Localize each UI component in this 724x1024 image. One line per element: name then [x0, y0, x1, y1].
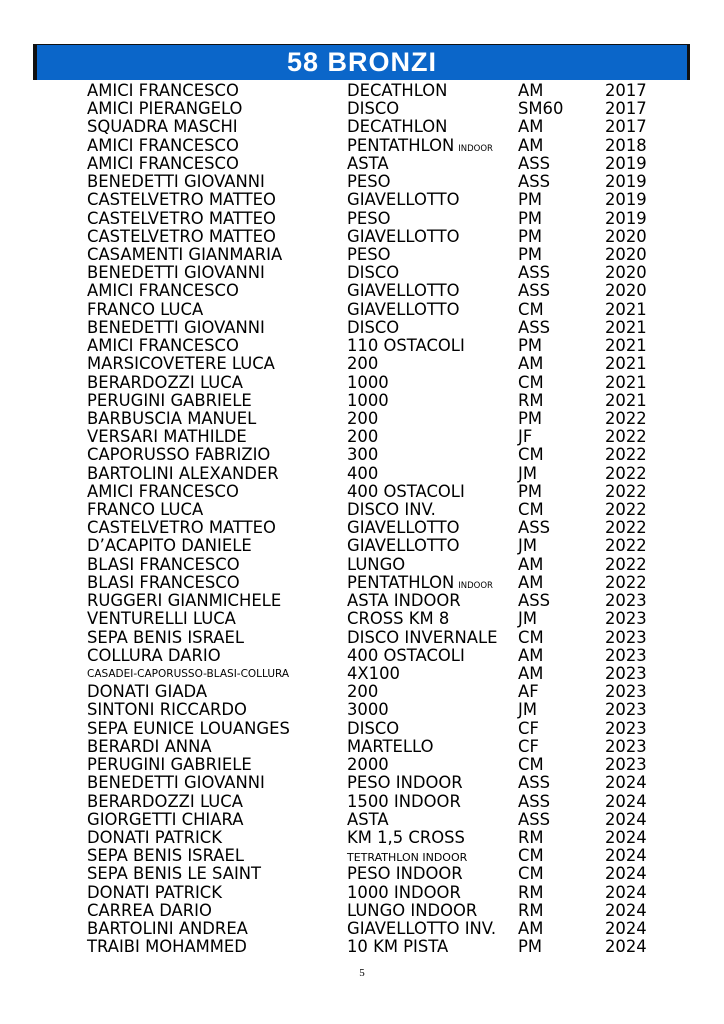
- list-item: [87, 938, 657, 956]
- event-cell: [347, 701, 389, 719]
- list-item: [87, 811, 657, 829]
- event-cell: [347, 446, 378, 464]
- category: JM: [518, 463, 537, 483]
- event-name: GIAVELLOTTO: [347, 190, 460, 210]
- athlete-name: AMICI FRANCESCO: [87, 81, 239, 100]
- category: PM: [518, 226, 543, 246]
- event-cell: [347, 483, 465, 501]
- year: 2023: [605, 700, 647, 720]
- list-item: [87, 337, 657, 355]
- list-item: [87, 355, 657, 373]
- athlete-name: FRANCO LUCA: [87, 299, 204, 319]
- list-item: [87, 246, 657, 264]
- event-cell: [347, 264, 399, 282]
- year: 2017: [605, 81, 647, 100]
- event-name: GIAVELLOTTO: [347, 226, 460, 246]
- year: 2023: [605, 591, 647, 611]
- athlete-name: DONATI PATRICK: [87, 827, 222, 847]
- event-name: DISCO: [347, 718, 400, 738]
- event-cell: [347, 155, 389, 173]
- event-cell: [347, 683, 378, 701]
- athlete-name: VENTURELLI LUCA: [87, 609, 236, 629]
- list-item: [87, 282, 657, 300]
- event-note: INDOOR: [458, 580, 493, 591]
- event-cell: [347, 665, 400, 683]
- category: AM: [518, 117, 544, 137]
- athlete-name: AMICI FRANCESCO: [87, 281, 239, 301]
- event-name: GIAVELLOTTO: [347, 299, 460, 319]
- category: ASS: [518, 591, 551, 611]
- year: 2020: [605, 244, 647, 264]
- category: AM: [518, 645, 544, 665]
- event-name: 4X100: [347, 664, 400, 683]
- list-item: [87, 683, 657, 701]
- category: CM: [518, 299, 544, 319]
- category: ASS: [518, 773, 551, 793]
- event-cell: [347, 100, 399, 118]
- event-name: MARTELLO: [347, 736, 434, 756]
- category: PM: [518, 408, 543, 428]
- athlete-name: CARREA DARIO: [87, 900, 212, 920]
- category: PM: [518, 937, 543, 957]
- year: 2020: [605, 281, 647, 301]
- event-name: PENTATHLON: [347, 135, 455, 155]
- event-name: 1000 INDOOR: [347, 882, 461, 902]
- athlete-name: BERARDOZZI LUCA: [87, 791, 243, 811]
- results-list: [87, 82, 657, 957]
- list-item: [87, 847, 657, 865]
- list-item: [87, 920, 657, 938]
- year: 2021: [605, 317, 647, 337]
- category: CM: [518, 372, 544, 392]
- athlete-name: DONATI GIADA: [87, 682, 208, 702]
- event-name: 110 OSTACOLI: [347, 336, 465, 356]
- list-item: [87, 902, 657, 920]
- year: 2022: [605, 500, 647, 520]
- list-item: [87, 228, 657, 246]
- event-name: GIAVELLOTTO: [347, 536, 460, 556]
- event-cell: [347, 246, 391, 264]
- athlete-name: AMICI FRANCESCO: [87, 336, 239, 356]
- year: 2022: [605, 445, 647, 465]
- athlete-name: SQUADRA MASCHI: [87, 117, 238, 137]
- event-cell: [347, 82, 447, 100]
- athlete-name: CASTELVETRO MATTEO: [87, 208, 276, 228]
- category: AF: [518, 682, 539, 702]
- athlete-name: BENEDETTI GIOVANNI: [87, 773, 265, 793]
- year: 2021: [605, 372, 647, 392]
- category: PM: [518, 336, 543, 356]
- list-item: [87, 118, 657, 136]
- category: CM: [518, 500, 544, 520]
- event-name: DISCO: [347, 317, 400, 337]
- list-item: [87, 446, 657, 464]
- athlete-name: BENEDETTI GIOVANNI: [87, 263, 265, 283]
- list-item: [87, 392, 657, 410]
- athlete-name: VERSARI MATHILDE: [87, 427, 247, 447]
- list-item: [87, 756, 657, 774]
- athlete-name: CASAMENTI GIANMARIA: [87, 244, 283, 264]
- event-name: 300: [347, 445, 379, 465]
- year: 2019: [605, 208, 647, 228]
- athlete-name: MARSICOVETERE LUCA: [87, 354, 275, 374]
- year: 2023: [605, 627, 647, 647]
- year: 2024: [605, 809, 647, 829]
- event-cell: [347, 501, 436, 519]
- event-cell: [347, 173, 391, 191]
- event-name: GIAVELLOTTO: [347, 281, 460, 301]
- event-name: GIAVELLOTTO INV.: [347, 919, 497, 939]
- event-cell: [347, 301, 460, 319]
- category: JM: [518, 609, 537, 629]
- athlete-name: BENEDETTI GIOVANNI: [87, 172, 265, 192]
- category: CM: [518, 755, 544, 775]
- athlete-name: BENEDETTI GIOVANNI: [87, 317, 265, 337]
- category: RM: [518, 882, 544, 902]
- year: 2022: [605, 463, 647, 483]
- category: CF: [518, 718, 539, 738]
- athlete-name: CAPORUSSO FABRIZIO: [87, 445, 271, 465]
- event-name: KM 1,5 CROSS: [347, 827, 465, 847]
- category: ASS: [518, 172, 551, 192]
- category: ASS: [518, 791, 551, 811]
- athlete-name: CASTELVETRO MATTEO: [87, 518, 276, 538]
- event-cell: [347, 647, 465, 665]
- event-cell: [347, 610, 449, 628]
- category: AM: [518, 554, 544, 574]
- athlete-name: AMICI FRANCESCO: [87, 481, 239, 501]
- athlete-name: BARTOLINI ANDREA: [87, 919, 248, 939]
- event-name: PESO: [347, 244, 391, 264]
- event-name: 10 KM PISTA: [347, 937, 449, 957]
- category: JF: [518, 427, 533, 447]
- event-name: DISCO INVERNALE: [347, 627, 498, 647]
- category: AM: [518, 572, 544, 592]
- event-name: LUNGO INDOOR: [347, 900, 478, 920]
- event-cell: [347, 392, 389, 410]
- list-item: [87, 884, 657, 902]
- event-name: 1500 INDOOR: [347, 791, 461, 811]
- event-name: GIAVELLOTTO: [347, 518, 460, 538]
- year: 2022: [605, 536, 647, 556]
- list-item: [87, 428, 657, 446]
- year: 2021: [605, 336, 647, 356]
- category: CM: [518, 864, 544, 884]
- event-name: DISCO INV.: [347, 500, 436, 520]
- event-cell: [347, 793, 461, 811]
- event-name: 200: [347, 354, 379, 374]
- athlete-name: CASTELVETRO MATTEO: [87, 190, 276, 210]
- athlete-name: BARTOLINI ALEXANDER: [87, 463, 279, 483]
- year: 2023: [605, 664, 647, 683]
- event-cell: [347, 756, 389, 774]
- athlete-name: SEPA BENIS ISRAEL: [87, 627, 244, 647]
- year: 2021: [605, 354, 647, 374]
- year: 2021: [605, 390, 647, 410]
- category: AM: [518, 354, 544, 374]
- list-item: [87, 829, 657, 847]
- event-name: 200: [347, 408, 379, 428]
- event-cell: [347, 428, 378, 446]
- event-cell: [347, 938, 448, 956]
- list-item: [87, 483, 657, 501]
- year: 2024: [605, 919, 647, 939]
- list-item: [87, 592, 657, 610]
- athlete-name: BERARDI ANNA: [87, 736, 212, 756]
- year: 2024: [605, 937, 647, 957]
- category: JM: [518, 700, 537, 720]
- year: 2024: [605, 791, 647, 811]
- category: CM: [518, 627, 544, 647]
- year: 2020: [605, 226, 647, 246]
- category: PM: [518, 481, 543, 501]
- category: ASS: [518, 281, 551, 301]
- section-title: 58 BRONZI: [286, 47, 438, 77]
- year: 2020: [605, 263, 647, 283]
- event-cell: [347, 592, 461, 610]
- athlete-name: GIORGETTI CHIARA: [87, 809, 244, 829]
- list-item: [87, 465, 657, 483]
- year: 2023: [605, 609, 647, 629]
- page-number: 5: [359, 967, 365, 979]
- list-item: [87, 720, 657, 738]
- event-cell: [347, 210, 391, 228]
- event-name: LUNGO: [347, 554, 406, 574]
- list-item: [87, 519, 657, 537]
- athlete-name: CASTELVETRO MATTEO: [87, 226, 276, 246]
- event-name: DISCO: [347, 263, 400, 283]
- event-cell: [347, 537, 460, 555]
- athlete-name: RUGGERI GIANMICHELE: [87, 591, 282, 611]
- event-name: TETRATHLON INDOOR: [347, 851, 468, 865]
- event-cell: [347, 811, 389, 829]
- event-name: 1000: [347, 372, 389, 392]
- event-cell: [347, 118, 447, 136]
- athlete-name: FRANCO LUCA: [87, 500, 204, 520]
- list-item: [87, 501, 657, 519]
- event-cell: [347, 282, 460, 300]
- category: AM: [518, 81, 544, 100]
- event-cell: [347, 556, 405, 574]
- list-item: [87, 701, 657, 719]
- list-item: [87, 647, 657, 665]
- list-item: [87, 82, 657, 100]
- category: ASS: [518, 263, 551, 283]
- event-name: ASTA: [347, 809, 389, 829]
- list-item: [87, 264, 657, 282]
- category: CF: [518, 736, 539, 756]
- list-item: [87, 537, 657, 555]
- year: 2022: [605, 518, 647, 538]
- event-cell: [347, 337, 465, 355]
- year: 2022: [605, 572, 647, 592]
- year: 2024: [605, 773, 647, 793]
- event-cell: [347, 629, 497, 647]
- category: JM: [518, 536, 537, 556]
- athlete-name: COLLURA DARIO: [87, 645, 221, 665]
- event-cell: [347, 920, 496, 938]
- year: 2019: [605, 153, 647, 173]
- category: ASS: [518, 317, 551, 337]
- year: 2019: [605, 172, 647, 192]
- event-cell: [347, 519, 460, 537]
- event-cell: [347, 720, 399, 738]
- list-item: [87, 793, 657, 811]
- event-name: 400 OSTACOLI: [347, 481, 465, 501]
- athlete-name: TRAIBI MOHAMMED: [87, 937, 247, 957]
- category: RM: [518, 900, 544, 920]
- event-cell: [347, 465, 378, 483]
- event-name: DECATHLON: [347, 117, 448, 137]
- year: 2022: [605, 427, 647, 447]
- year: 2018: [605, 135, 647, 155]
- list-item: [87, 191, 657, 209]
- athlete-name: PERUGINI GABRIELE: [87, 755, 252, 775]
- event-name: PESO INDOOR: [347, 773, 463, 793]
- athlete-name: AMICI PIERANGELO: [87, 99, 243, 119]
- list-item: [87, 410, 657, 428]
- event-note: INDOOR: [458, 143, 493, 154]
- event-name: 200: [347, 427, 379, 447]
- year: 2023: [605, 645, 647, 665]
- category: ASS: [518, 809, 551, 829]
- event-cell: [347, 738, 434, 756]
- list-item: [87, 556, 657, 574]
- event-name: ASTA: [347, 153, 389, 173]
- event-name: PENTATHLON: [347, 572, 455, 592]
- list-item: [87, 137, 657, 155]
- year: 2024: [605, 827, 647, 847]
- list-item: [87, 665, 657, 683]
- athlete-name: SEPA BENIS LE SAINT: [87, 864, 262, 884]
- athlete-name: BLASI FRANCESCO: [87, 554, 240, 574]
- event-cell: [347, 410, 378, 428]
- year: 2024: [605, 864, 647, 884]
- event-name: CROSS KM 8: [347, 609, 450, 629]
- year: 2021: [605, 299, 647, 319]
- event-cell: [347, 884, 461, 902]
- event-name: DISCO: [347, 99, 400, 119]
- event-cell: [347, 774, 463, 792]
- event-name: 400 OSTACOLI: [347, 645, 465, 665]
- year: 2022: [605, 481, 647, 501]
- category: AM: [518, 919, 544, 939]
- athlete-name: SINTONI RICCARDO: [87, 700, 247, 720]
- athlete-name: SEPA EUNICE LOUANGES: [87, 718, 290, 738]
- year: 2024: [605, 900, 647, 920]
- category: PM: [518, 244, 543, 264]
- category: AM: [518, 664, 544, 683]
- year: 2017: [605, 117, 647, 137]
- athlete-name: BLASI FRANCESCO: [87, 572, 240, 592]
- list-item: [87, 738, 657, 756]
- event-name: 2000: [347, 755, 389, 775]
- year: 2023: [605, 682, 647, 702]
- year: 2017: [605, 99, 647, 119]
- year: 2023: [605, 755, 647, 775]
- category: PM: [518, 208, 543, 228]
- list-item: [87, 374, 657, 392]
- category: ASS: [518, 518, 551, 538]
- list-item: [87, 301, 657, 319]
- list-item: [87, 774, 657, 792]
- event-name: 1000: [347, 390, 389, 410]
- event-name: 400: [347, 463, 379, 483]
- category: CM: [518, 846, 544, 866]
- event-cell: [347, 228, 460, 246]
- event-name: DECATHLON: [347, 81, 448, 100]
- event-name: PESO: [347, 172, 391, 192]
- list-item: [87, 319, 657, 337]
- event-cell: [347, 374, 389, 392]
- year: 2024: [605, 882, 647, 902]
- list-item: [87, 155, 657, 173]
- athlete-name: D’ACAPITO DANIELE: [87, 536, 252, 556]
- event-cell: [347, 829, 465, 847]
- year: 2023: [605, 736, 647, 756]
- year: 2022: [605, 408, 647, 428]
- year: 2019: [605, 190, 647, 210]
- event-cell: [347, 902, 477, 920]
- event-cell: [347, 319, 399, 337]
- category: CM: [518, 445, 544, 465]
- list-item: [87, 574, 657, 592]
- year: 2022: [605, 554, 647, 574]
- athlete-name: CASADEI-CAPORUSSO-BLASI-COLLURA: [87, 668, 290, 680]
- event-cell: [347, 191, 460, 209]
- year: 2024: [605, 846, 647, 866]
- event-name: 3000: [347, 700, 389, 720]
- category: PM: [518, 190, 543, 210]
- list-item: [87, 173, 657, 191]
- event-name: PESO INDOOR: [347, 864, 463, 884]
- event-name: 200: [347, 682, 379, 702]
- category: SM60: [518, 99, 564, 119]
- list-item: [87, 610, 657, 628]
- athlete-name: BERARDOZZI LUCA: [87, 372, 243, 392]
- section-header-banner: [33, 44, 690, 80]
- event-cell: [347, 865, 463, 883]
- athlete-name: SEPA BENIS ISRAEL: [87, 846, 244, 866]
- list-item: [87, 865, 657, 883]
- athlete-name: BARBUSCIA MANUEL: [87, 408, 257, 428]
- list-item: [87, 100, 657, 118]
- event-name: ASTA INDOOR: [347, 591, 461, 611]
- year: 2023: [605, 718, 647, 738]
- category: ASS: [518, 153, 551, 173]
- athlete-name: DONATI PATRICK: [87, 882, 222, 902]
- list-item: [87, 210, 657, 228]
- event-name: PESO: [347, 208, 391, 228]
- list-item: [87, 629, 657, 647]
- athlete-name: AMICI FRANCESCO: [87, 153, 239, 173]
- athlete-name: AMICI FRANCESCO: [87, 135, 239, 155]
- event-cell: [347, 355, 378, 373]
- athlete-name: PERUGINI GABRIELE: [87, 390, 252, 410]
- category: AM: [518, 135, 544, 155]
- category: RM: [518, 390, 544, 410]
- category: RM: [518, 827, 544, 847]
